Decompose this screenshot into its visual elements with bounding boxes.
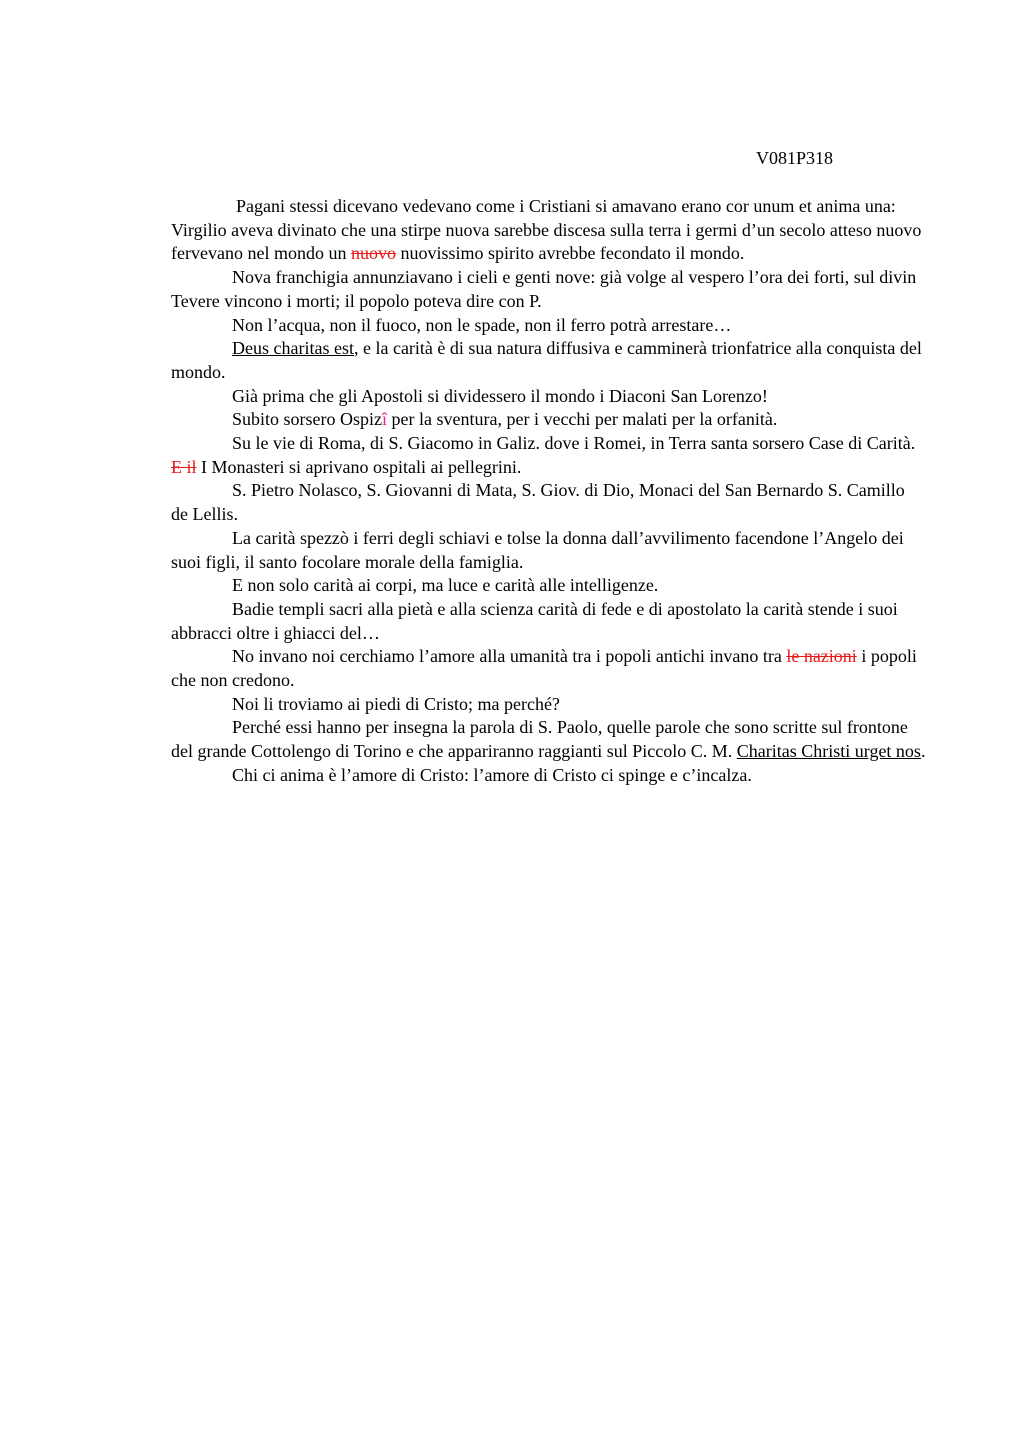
paragraph-text: Chi ci anima è l’amore di Cristo: l’amore di Cristo ci spinge e c’incalza. bbox=[232, 764, 752, 785]
paragraph-text: , e la carità è di sua natura diffusiva e camminerà trionfatrice alla conquista del mondo. bbox=[171, 338, 922, 382]
paragraph-schiavi bbox=[171, 527, 926, 574]
inserted-text: î bbox=[382, 409, 388, 430]
paragraph-invano bbox=[171, 645, 926, 692]
paragraph-text: I Monasteri si aprivano ospitali ai pellegrini. bbox=[196, 456, 522, 477]
document-body bbox=[171, 195, 926, 788]
paragraph-pagani bbox=[171, 195, 926, 266]
struck-text: le nazioni bbox=[786, 646, 857, 667]
paragraph-text: Subito sorsero Ospiz bbox=[232, 409, 382, 430]
paragraph-text: E non solo carità ai corpi, ma luce e carità alle intelligenze. bbox=[232, 575, 659, 596]
struck-text: nuovo bbox=[350, 243, 396, 264]
underlined-text: Charitas Christi urget nos bbox=[736, 741, 921, 762]
paragraph-text: Nova franchigia annunziavano i cieli e genti nove: già volge al vespero l’ora dei forti, sul divin Tevere vincono i morti; il popolo poteva dire con P. bbox=[171, 267, 917, 311]
paragraph-ospizi bbox=[171, 408, 926, 432]
paragraph-text: Pagani stessi dicevano vedevano come i Cristiani si amavano erano cor unum et anima una: Virgilio aveva divinato che una stirpe nuova sarebbe discesa sulla terra i germi d’un secolo atteso nuovo fervevano nel mondo un bbox=[171, 196, 922, 264]
paragraph-text: Non l’acqua, non il fuoco, non le spade, non il ferro potrà arrestare… bbox=[232, 314, 732, 335]
paragraph-san-paolo bbox=[171, 716, 926, 763]
paragraph-text: La carità spezzò i ferri degli schiavi e tolse la donna dall’avvilimento facendone l’Angelo dei suoi figli, il santo focolare morale della famiglia. bbox=[171, 527, 904, 572]
paragraph-text: Badie templi sacri alla pietà e alla scienza carità di fede e di apostolato la carità stende i suoi abbracci oltre i ghiacci del… bbox=[171, 598, 898, 643]
paragraph-piedi-di-cristo bbox=[171, 693, 926, 717]
paragraph-text: S. Pietro Nolasco, S. Giovanni di Mata, S. Giov. di Dio, Monaci del San Bernardo S. Camillo de Lellis. bbox=[171, 480, 905, 525]
struck-text: E il bbox=[171, 456, 197, 477]
paragraph-badie bbox=[171, 598, 926, 645]
paragraph-santi bbox=[171, 479, 926, 526]
paragraph-vie-di-roma bbox=[171, 432, 926, 479]
paragraph-intelligenze bbox=[171, 574, 926, 598]
paragraph-text: Noi li troviamo ai piedi di Cristo; ma perché? bbox=[232, 693, 560, 714]
paragraph-text: . bbox=[920, 741, 926, 762]
paragraph-text: per la sventura, per i vecchi per malati per la orfanità. bbox=[387, 409, 778, 430]
page-identifier: V081P318 bbox=[756, 148, 834, 168]
paragraph-text: No invano noi cerchiamo l’amore alla umanità tra i popoli antichi invano tra bbox=[232, 646, 787, 667]
paragraph-amore-di-cristo bbox=[171, 764, 926, 788]
paragraph-apostoli bbox=[171, 385, 926, 409]
paragraph-text: Su le vie di Roma, di S. Giacomo in Galiz. dove i Romei, in Terra santa sorsero Case di Carità. bbox=[232, 433, 916, 454]
paragraph-text: Già prima che gli Apostoli si dividessero il mondo i Diaconi San Lorenzo! bbox=[232, 385, 768, 406]
paragraph-text: Perché essi hanno per insegna la parola di S. Paolo, quelle parole che sono scritte sul frontone del grande Cottolengo di Torino e che appariranno raggianti sul Piccolo C. M. bbox=[171, 717, 908, 762]
paragraph-non-lacqua bbox=[171, 314, 926, 338]
paragraph-text: i popoli che non credono. bbox=[171, 646, 917, 691]
paragraph-nova-franchigia bbox=[171, 266, 926, 313]
paragraph-text: nuovissimo spirito avrebbe fecondato il mondo. bbox=[395, 243, 745, 264]
paragraph-deus-charitas bbox=[171, 337, 926, 384]
underlined-text: Deus charitas est bbox=[232, 338, 354, 359]
